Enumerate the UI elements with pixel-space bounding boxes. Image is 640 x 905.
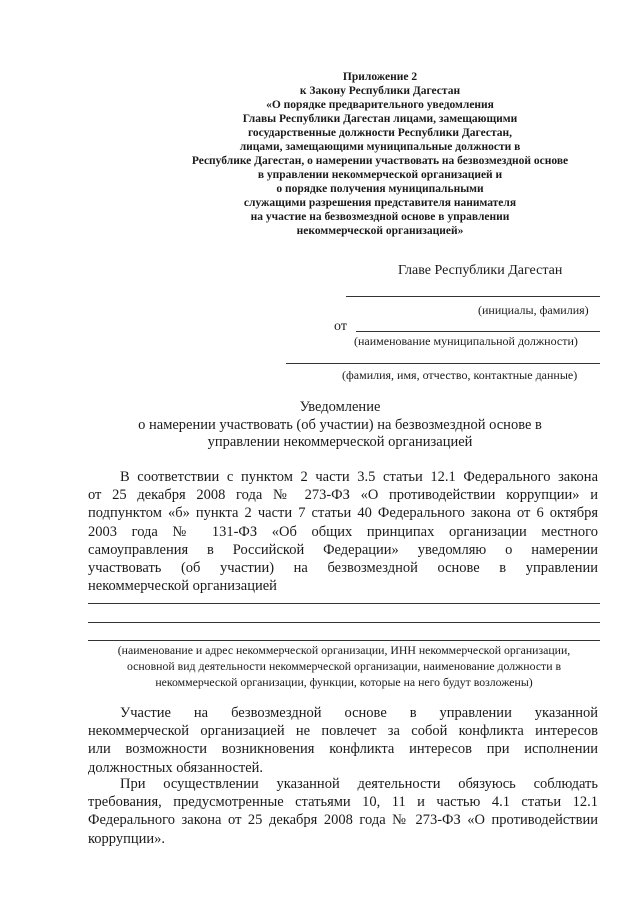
name-blank-line [286,363,600,364]
organization-hint [86,642,602,690]
initials-blank-line [346,296,600,297]
appendix-line: Приложение 2 [342,71,418,83]
appendix-line: некоммерческой организацией» [296,225,464,237]
paragraph-line: или возможности возникновения конфликта интересов при исполнении [88,741,598,758]
paragraph-line: от 25 декабря 2008 года № 273-ФЗ «О противодействии коррупции» и [88,487,598,504]
paragraph-line: требования, предусмотренные статьями 10, 11 и частью 4.1 статьи 12.1 [88,794,598,811]
appendix-line: Республике Дагестан, о намерении участвовать на безвозмездной основе [191,155,569,167]
hint-line: некоммерческой организации, функции, которые на него будут возложены) [155,675,533,689]
hint-line: основной вид деятельности некоммерческой организации, наименование должности в [126,659,562,673]
paragraph-line: некоммерческой организацией не повлечет за собой конфликта интересов [88,723,598,740]
paragraph-line: Участие на безвозмездной основе в управлении указанной [120,705,598,721]
notice-title: Уведомление [299,399,381,415]
paragraph-line: Федерального закона от 25 декабря 2008 года № 273-ФЗ «О противодействии [88,812,598,829]
hint-line: (наименование и адрес некоммерческой организации, ИНН некоммерческой организации, [117,643,571,657]
initials-hint: (инициалы, фамилия) [478,303,589,317]
paragraph-line: некоммерческой организацией [88,578,277,595]
organization-blank-line [88,603,600,604]
position-blank-line [356,331,600,332]
appendix-line: «О порядке предварительного уведомления [266,99,494,111]
notice-subtitle: управлении некоммерческой организацией [207,434,473,450]
appendix-line: на участие на безвозмездной основе в управлении [250,211,510,223]
appendix-line: государственные должности Республики Дагестан, [248,127,512,139]
paragraph-2 [88,704,598,777]
position-hint: (наименование муниципальной должности) [354,334,578,348]
paragraph-line: коррупции». [88,830,166,847]
paragraph-line: При осуществлении указанной деятельности обязуюсь соблюдать [120,776,598,792]
appendix-line: к Закону Республики Дагестан [299,85,461,97]
paragraph-line: участвовать (об участии) на безвозмездной основе в управлении [88,560,598,577]
paragraph-line: подпунктом «б» пункта 2 части 7 статьи 40 Федерального закона от 6 октября [88,505,598,522]
paragraph-line: должностных обязанностей. [88,759,264,776]
addressee-to: Главе Республики Дагестан [398,263,563,278]
paragraph-1 [88,468,598,595]
appendix-line: служащими разрешения представителя нанимателя [243,197,517,209]
notice-subtitle: о намерении участвовать (об участии) на безвозмездной основе в [138,417,542,433]
from-label: от [334,319,347,334]
paragraph-line: В соответствии с пунктом 2 части 3.5 статьи 12.1 Федерального закона [120,469,598,485]
organization-blank-line [88,622,600,623]
appendix-header [160,70,600,238]
appendix-line: о порядке получения муниципальными [276,183,484,195]
appendix-line: Главы Республики Дагестан лицами, замещающими [242,113,518,125]
appendix-line: в управлении некоммерческой организацией и [257,169,503,181]
organization-blank-line [88,640,600,641]
paragraph-line: самоуправления в Российской Федерации» уведомляю о намерении [88,541,598,558]
paragraph-line: 2003 года № 131-ФЗ «Об общих принципах организации местного [88,523,598,540]
appendix-line: лицами, замещающими муниципальные должности в [239,141,521,153]
paragraph-3 [88,775,598,848]
name-hint: (фамилия, имя, отчество, контактные данные) [342,368,578,382]
